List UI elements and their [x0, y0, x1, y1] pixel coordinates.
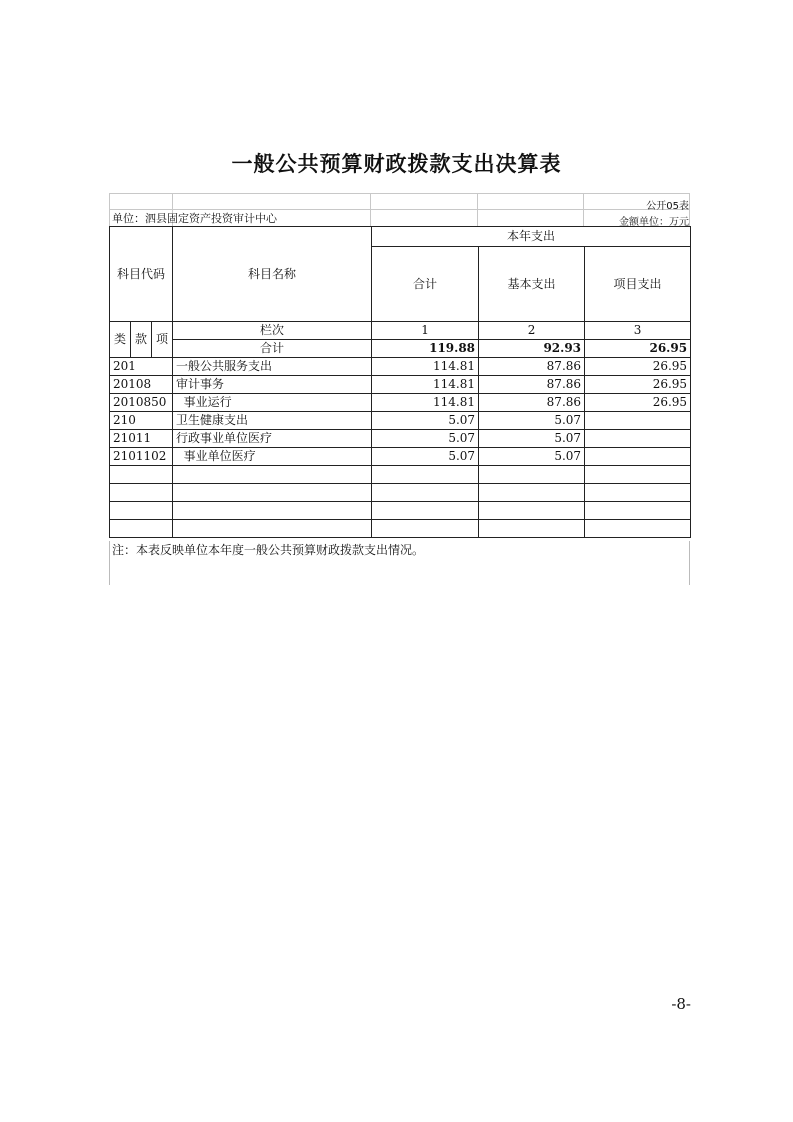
empty-cell [173, 502, 372, 520]
row-total: 114.81 [372, 358, 479, 376]
empty-row [110, 502, 691, 520]
page-title: 一般公共预算财政拨款支出决算表 [231, 152, 562, 176]
empty-row [110, 520, 691, 538]
row-total: 5.07 [372, 412, 479, 430]
empty-cell [585, 484, 691, 502]
empty-cell [585, 502, 691, 520]
amount-unit: 金额单位：万元 [619, 217, 689, 228]
empty-cell [479, 520, 585, 538]
table-row [110, 448, 691, 466]
header-name: 科目名称 [173, 227, 372, 322]
empty-row [110, 466, 691, 484]
total-label: 合计 [173, 340, 372, 358]
row-project [585, 448, 691, 466]
unit-label: 单位：泗县固定资产投资审计中心 [112, 212, 277, 225]
table-row [110, 430, 691, 448]
sheet-gridline [689, 541, 690, 585]
header-col2: 2 [479, 322, 585, 340]
row-name: 一般公共服务支出 [173, 358, 372, 376]
table-row [110, 394, 691, 412]
row-code: 201 [110, 358, 173, 376]
empty-cell [372, 502, 479, 520]
empty-cell [479, 502, 585, 520]
header-project: 项目支出 [585, 247, 691, 322]
row-basic: 87.86 [479, 376, 585, 394]
empty-row [110, 484, 691, 502]
row-name: 行政事业单位医疗 [173, 430, 372, 448]
row-total: 5.07 [372, 430, 479, 448]
header-lei: 类 [110, 322, 131, 358]
row-name: 审计事务 [173, 376, 372, 394]
empty-cell [585, 520, 691, 538]
total-total: 119.88 [372, 340, 479, 358]
sheet-gridline [109, 541, 110, 585]
total-row [110, 340, 691, 358]
header-kuan: 款 [131, 322, 152, 358]
header-column-seq: 栏次 [173, 322, 372, 340]
header-col1: 1 [372, 322, 479, 340]
empty-cell [479, 466, 585, 484]
header-col3: 3 [585, 322, 691, 340]
row-total: 114.81 [372, 376, 479, 394]
table-row [110, 358, 691, 376]
row-code: 21011 [110, 430, 173, 448]
row-code: 2010850 [110, 394, 173, 412]
form-number: 公开05表 [646, 201, 689, 212]
total-basic: 92.93 [479, 340, 585, 358]
row-code: 2101102 [110, 448, 173, 466]
empty-cell [173, 520, 372, 538]
row-project [585, 430, 691, 448]
row-basic: 5.07 [479, 430, 585, 448]
row-project: 26.95 [585, 358, 691, 376]
empty-cell [479, 484, 585, 502]
header-total: 合计 [372, 247, 479, 322]
empty-cell [372, 484, 479, 502]
sheet-gridline [109, 193, 690, 194]
row-project: 26.95 [585, 376, 691, 394]
row-basic: 87.86 [479, 394, 585, 412]
header-code: 科目代码 [110, 227, 173, 322]
header-xiang: 项 [152, 322, 173, 358]
empty-cell [173, 466, 372, 484]
empty-cell [110, 520, 173, 538]
empty-cell [372, 466, 479, 484]
empty-cell [173, 484, 372, 502]
table-row [110, 412, 691, 430]
empty-cell [110, 484, 173, 502]
empty-cell [585, 466, 691, 484]
row-name: 卫生健康支出 [173, 412, 372, 430]
row-name: 事业单位医疗 [173, 448, 372, 466]
expenditure-table [109, 226, 691, 538]
row-project: 26.95 [585, 394, 691, 412]
total-project: 26.95 [585, 340, 691, 358]
empty-cell [110, 466, 173, 484]
row-project [585, 412, 691, 430]
empty-cell [110, 502, 173, 520]
row-basic: 5.07 [479, 448, 585, 466]
row-name: 事业运行 [173, 394, 372, 412]
row-total: 5.07 [372, 448, 479, 466]
table-note: 注：本表反映单位本年度一般公共预算财政拨款支出情况。 [112, 543, 425, 557]
empty-cell [372, 520, 479, 538]
row-code: 210 [110, 412, 173, 430]
row-basic: 87.86 [479, 358, 585, 376]
table-row [110, 376, 691, 394]
row-total: 114.81 [372, 394, 479, 412]
row-code: 20108 [110, 376, 173, 394]
header-year-expense: 本年支出 [372, 227, 691, 247]
row-basic: 5.07 [479, 412, 585, 430]
page-number: -8- [671, 995, 691, 1013]
header-basic: 基本支出 [479, 247, 585, 322]
